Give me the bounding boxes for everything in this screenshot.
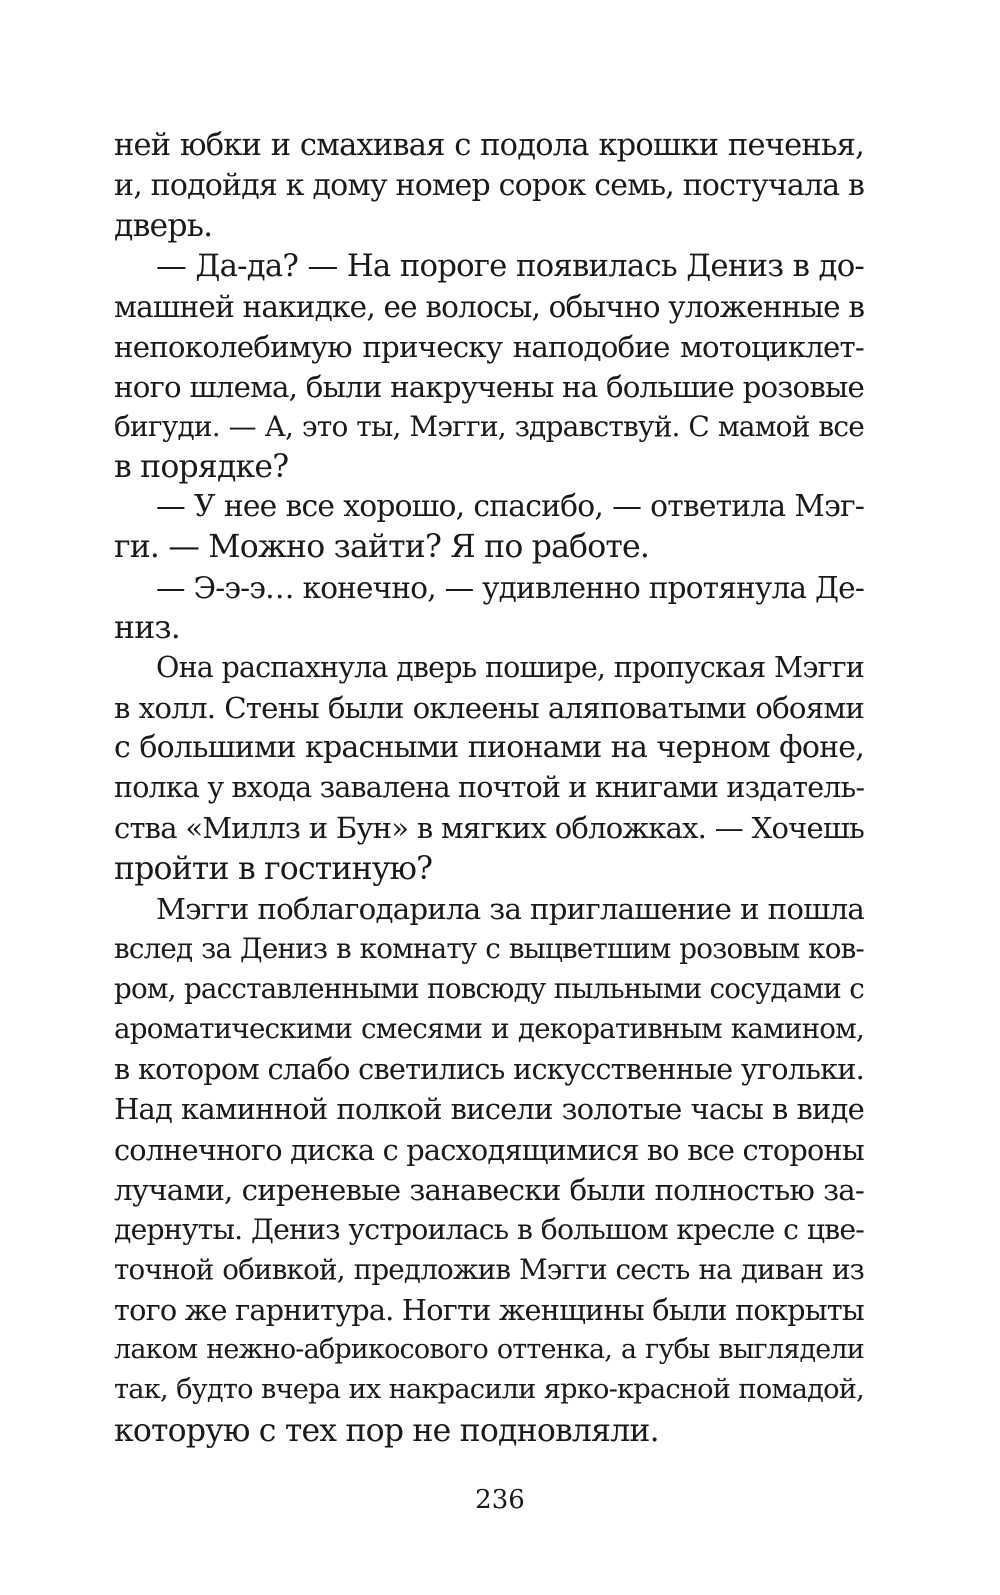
text-line: в холл. Стены были оклеены аляповатыми обоями <box>114 690 864 725</box>
text-line: вслед за Дениз в комнату с выцветшим розовым ков- <box>114 931 864 965</box>
text-line: дверь. <box>114 208 213 245</box>
text-line: ного шлема, были накручены на большие розовые <box>114 369 864 404</box>
text-line: в порядке? <box>114 449 289 486</box>
page-number: 236 <box>475 1485 525 1515</box>
text-line: Над каминной полкой висели золотые часы в виде <box>114 1092 864 1127</box>
text-line: лаком нежно-абрикосового оттенка, а губы выглядели <box>114 1334 864 1366</box>
text-line: и, подойдя к дому номер сорок семь, постучала в <box>114 168 865 204</box>
text-line: точной обивкой, предложив Мэгги сесть на диван из <box>114 1252 864 1286</box>
text-line: ароматическими смесями и декоративным камином, <box>114 1012 864 1046</box>
text-line: ром, расставленными повсюду пыльными сосудами с <box>114 971 864 1005</box>
text-line: с большими красными пионами на черном фоне, <box>114 730 864 766</box>
text-line: Мэгги поблагодарила за приглашение и пошла <box>156 891 864 926</box>
text-line: низ. <box>114 609 180 646</box>
text-line: дернуты. Дениз устроилась в большом кресле с цве- <box>114 1212 864 1246</box>
text-line: того же гарнитура. Ногти женщины были покрыты <box>114 1293 864 1328</box>
text-line: лучами, сиреневые занавески были полностью за- <box>114 1172 864 1207</box>
text-line: ства «Миллз и Бун» в мягких обложках. — Хочешь <box>114 811 864 846</box>
text-line: Она распахнула дверь пошире, пропуская Мэгги <box>156 650 864 684</box>
text-line: машней накидке, ее волосы, обычно уложенные в <box>114 289 865 324</box>
text-line: ней юбки и смахивая с подола крошки печенья, <box>114 128 864 163</box>
text-line: бигуди. — А, это ты, Мэгги, здравствуй. С мамой все <box>114 409 864 443</box>
text-line: непоколебимую прическу наподобие мотоциклет- <box>114 329 864 364</box>
text-line: полка у входа завалена почтой и книгами издатель- <box>114 771 865 805</box>
text-line: — У нее все хорошо, спасибо, — ответила Мэг- <box>156 489 864 525</box>
text-line: пройти в гостиную? <box>114 850 433 887</box>
text-line: солнечного диска с расходящимися во все стороны <box>114 1132 864 1167</box>
text-line: ги. — Можно зайти? Я по работе. <box>114 529 650 566</box>
text-line: — Э-э-э… конечно, — удивленно протянула Де- <box>156 570 864 605</box>
text-line: которую с тех пор не подновляли. <box>114 1412 659 1449</box>
text-line: так, будто вчера их накрасили ярко-красной помадой, <box>114 1374 864 1406</box>
text-line: в котором слабо светились искусственные угольки. <box>114 1052 864 1087</box>
text-line: — Да-да? — На пороге появилась Дениз в до- <box>156 248 864 285</box>
body-text <box>114 126 864 1451</box>
